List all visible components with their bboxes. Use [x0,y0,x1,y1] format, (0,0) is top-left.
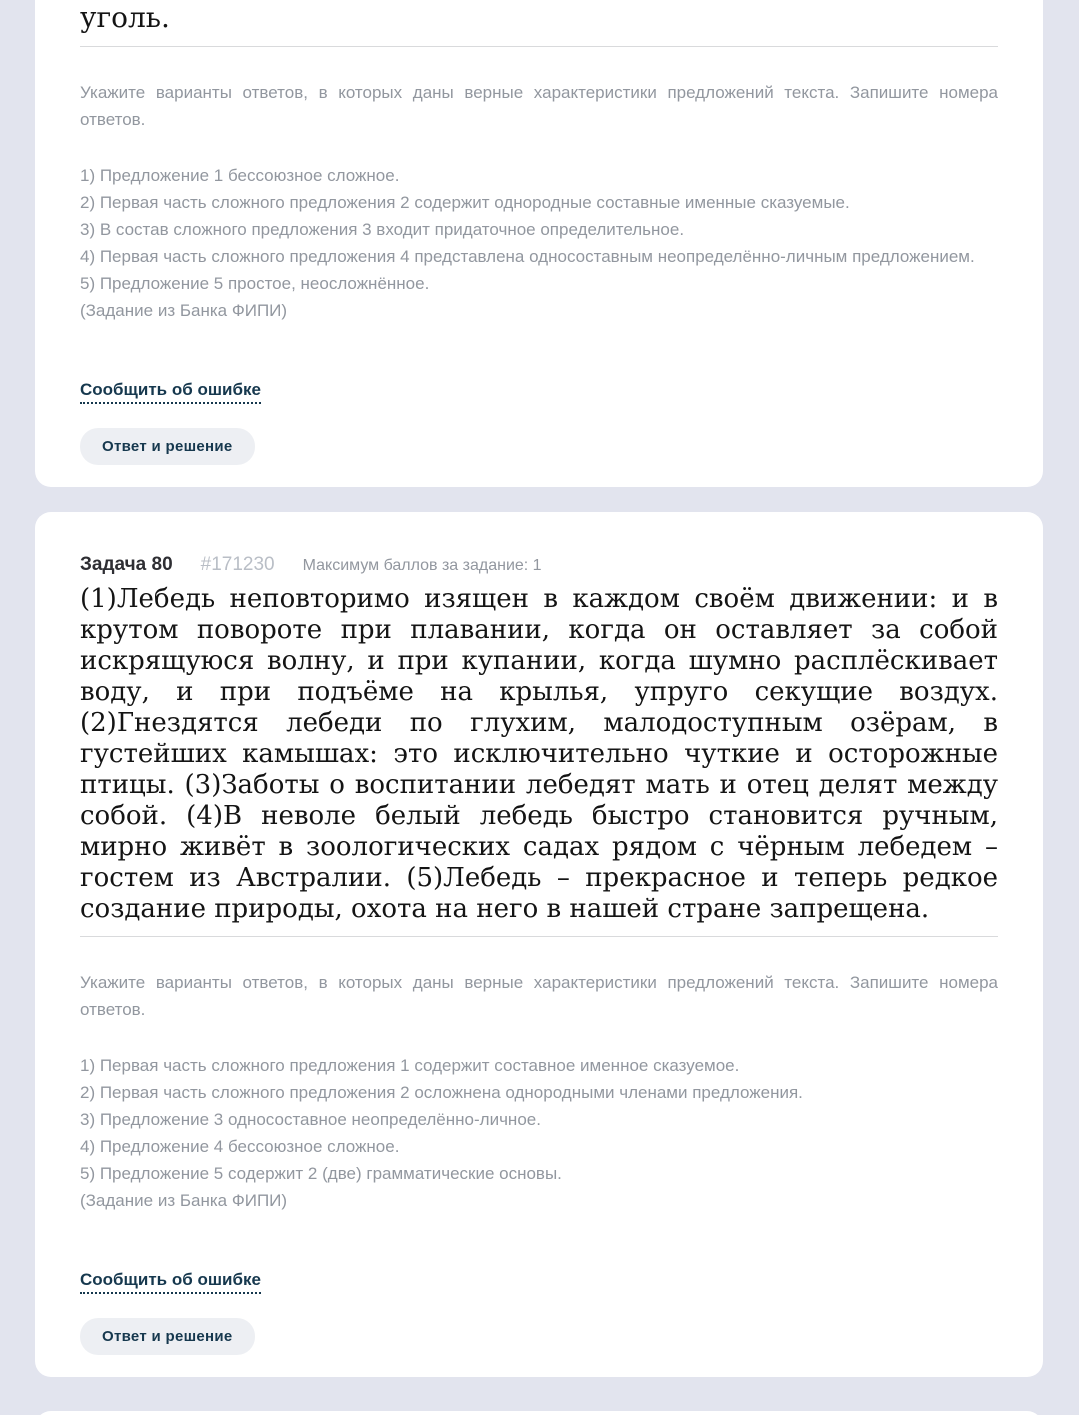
option-4: 4) Предложение 4 бессоюзное сложное. [80,1137,400,1156]
option-2: 2) Первая часть сложного предложения 2 содержит однородные составные именные сказуемые. [80,193,850,212]
option-5: 5) Предложение 5 простое, неосложнённое. [80,274,430,293]
options-list [80,1052,998,1214]
task-card-80 [35,512,1043,1377]
option-5: 5) Предложение 5 содержит 2 (две) грамматические основы. [80,1164,562,1183]
source-note: (Задание из Банка ФИПИ) [80,301,288,320]
source-note: (Задание из Банка ФИПИ) [80,1191,288,1210]
task-instruction: Укажите варианты ответов, в которых даны верные характеристики предложений текста. Запишите номера ответов. [80,83,998,129]
task-card-previous [35,0,1043,487]
task-header [80,554,998,576]
task-card-next-peek [35,1411,1043,1415]
option-1: 1) Первая часть сложного предложения 1 содержит составное именное сказуемое. [80,1056,740,1075]
task-instruction: Укажите варианты ответов, в которых даны верные характеристики предложений текста. Запишите номера ответов. [80,973,998,1019]
option-3: 3) Предложение 3 односоставное неопределённо-личное. [80,1110,541,1129]
divider [80,936,998,937]
option-3: 3) В состав сложного предложения 3 входит придаточное определительное. [80,220,685,239]
option-2: 2) Первая часть сложного предложения 2 осложнена однородными членами предложения. [80,1083,803,1102]
option-4: 4) Первая часть сложного предложения 4 представлена односоставным неопределённо-личным предложением. [80,247,975,266]
options-list [80,162,998,324]
answer-solution-button[interactable]: Ответ и решение [80,428,255,465]
max-points-label: Максимум баллов за задание: 1 [302,557,542,574]
option-1: 1) Предложение 1 бессоюзное сложное. [80,166,400,185]
report-error-link[interactable]: Сообщить об ошибке [80,380,261,404]
task-number: #171230 [200,554,275,575]
answer-solution-button[interactable]: Ответ и решение [80,1318,255,1355]
task-title: Задача 80 [80,554,173,575]
report-error-link[interactable]: Сообщить об ошибке [80,1270,261,1294]
divider [80,46,998,47]
task-passage: (1)Лебедь неповторимо изящен в каждом своём движении: и в крутом повороте при плавании, когда он оставляет за собой искрящуюся волну, и при купании, когда шумно расплёскивает воду, и при подъёме на крылья, упруго секущие воздух. (2)Гнездятся лебеди по глухим, малодоступным озёрам, в густейших камышах: это исключительно чуткие и осторожные птицы. (3)Заботы о воспитании лебедят мать и отец делят между собой. (4)В неволе белый лебедь быстро становится ручным, мирно живёт в зоологических садах рядом с чёрным лебедем – гостем из Австралии. (5)Лебедь – прекрасное и теперь редкое создание природы, охота на него в нашей стране запрещена. [80,584,998,924]
passage-ending: уголь. [80,1,170,34]
